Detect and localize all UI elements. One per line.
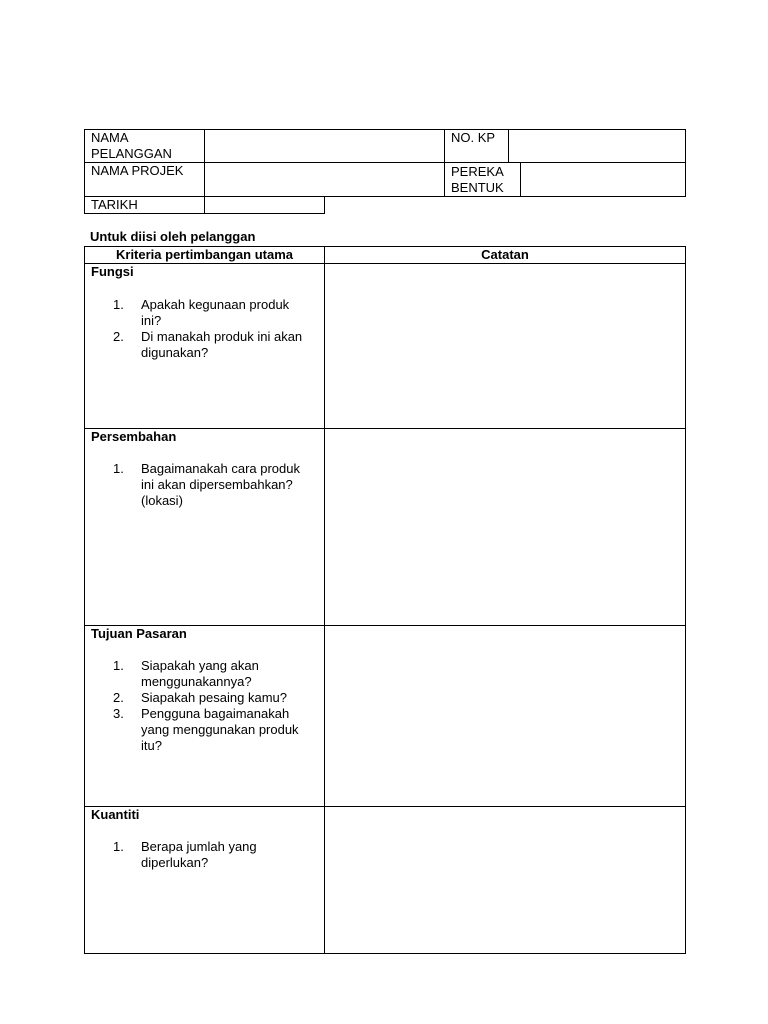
list-number: 1. — [113, 658, 124, 673]
criteria-cell-kuantiti — [84, 806, 325, 954]
catatan-header: Catatan — [481, 247, 529, 262]
list-item — [113, 329, 313, 361]
criteria-cell-tujuan-pasaran — [84, 625, 325, 807]
question-text: Siapakah pesaing kamu? — [141, 690, 287, 705]
criteria-cell-persembahan — [84, 428, 325, 626]
question-list-persembahan — [113, 461, 313, 509]
question-text: Apakah kegunaan produk ini? — [141, 297, 290, 328]
criteria-title-fungsi: Fungsi — [91, 264, 134, 279]
tarikh-label: TARIKH — [91, 197, 138, 212]
list-item — [113, 461, 313, 509]
tarikh-label-cell — [84, 196, 205, 214]
nama-projek-field[interactable] — [204, 162, 445, 197]
question-text: Bagaimanakah cara produk ini akan dipersembahkan? (lokasi) — [141, 461, 300, 508]
pereka-bentuk-label-cell — [444, 162, 521, 197]
question-text: Di manakah produk ini akan digunakan? — [141, 329, 303, 360]
list-number: 2. — [113, 329, 124, 344]
catatan-field-persembahan[interactable] — [324, 428, 686, 626]
criteria-cell-fungsi — [84, 263, 325, 429]
no-kp-label-cell — [444, 129, 509, 163]
catatan-field-fungsi[interactable] — [324, 263, 686, 429]
criteria-title-kuantiti: Kuantiti — [91, 807, 140, 822]
criteria-header-cell — [84, 246, 325, 264]
question-list-kuantiti — [113, 839, 313, 871]
list-number: 3. — [113, 706, 124, 721]
list-number: 1. — [113, 461, 124, 476]
pereka-bentuk-field[interactable] — [520, 162, 686, 197]
list-item — [113, 690, 313, 706]
list-item — [113, 706, 313, 754]
question-list-tujuan-pasaran — [113, 658, 313, 754]
nama-pelanggan-label: NAMA PELANGGAN — [91, 130, 172, 161]
catatan-field-tujuan-pasaran[interactable] — [324, 625, 686, 807]
nama-projek-label: NAMA PROJEK — [91, 163, 184, 178]
list-item — [113, 839, 313, 871]
catatan-header-cell — [324, 246, 686, 264]
list-item — [113, 297, 313, 329]
question-text: Berapa jumlah yang diperlukan? — [141, 839, 257, 870]
tarikh-field[interactable] — [204, 196, 325, 214]
question-list-fungsi — [113, 297, 313, 361]
list-number: 1. — [113, 297, 124, 312]
list-item — [113, 658, 313, 690]
nama-pelanggan-label-cell — [84, 129, 205, 163]
criteria-title-tujuan-pasaran: Tujuan Pasaran — [91, 626, 187, 641]
pereka-bentuk-label: PEREKA BENTUK — [451, 164, 504, 195]
no-kp-field[interactable] — [508, 129, 686, 163]
criteria-title-persembahan: Persembahan — [91, 429, 177, 444]
nama-projek-label-cell — [84, 162, 205, 197]
list-number: 1. — [113, 839, 124, 854]
catatan-field-kuantiti[interactable] — [324, 806, 686, 954]
list-number: 2. — [113, 690, 124, 705]
question-text: Siapakah yang akan menggunakannya? — [141, 658, 259, 689]
question-text: Pengguna bagaimanakah yang menggunakan produk itu? — [141, 706, 299, 753]
nama-pelanggan-field[interactable] — [204, 129, 445, 163]
section-title: Untuk diisi oleh pelanggan — [90, 229, 256, 244]
criteria-header: Kriteria pertimbangan utama — [116, 247, 293, 262]
no-kp-label: NO. KP — [451, 130, 496, 145]
